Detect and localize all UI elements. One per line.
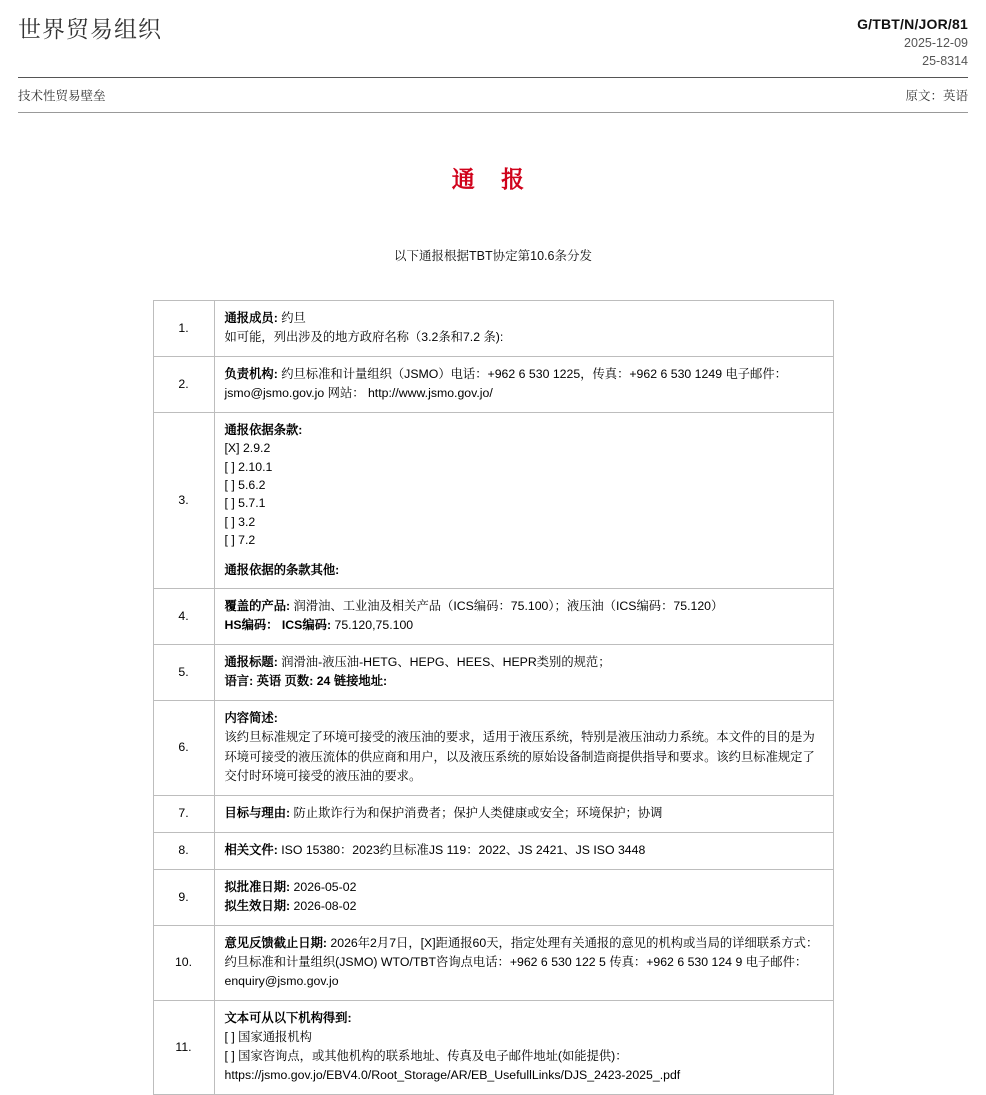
document-masthead <box>0 0 986 71</box>
row-number: 2. <box>153 356 214 412</box>
checkbox-option[interactable]: [ ] 5.7.1 <box>224 496 266 511</box>
document-symbol: G/TBT/N/JOR/81 <box>857 16 968 32</box>
original-language: 原文：英语 <box>905 88 968 103</box>
table-row <box>153 645 833 701</box>
row-line <box>225 1009 823 1028</box>
row-number: 6. <box>153 701 214 795</box>
header-divider-thin <box>18 112 968 113</box>
checkbox-option[interactable]: [ ] 2.10.1 <box>224 459 273 474</box>
row-line <box>225 878 823 897</box>
field-value: 2026年2月7日，[X]距通报60天，指定处理有关通报的意见的机构或当局的详细联系方式：约旦标准和计量组织(JSMO) WTO/TBT咨询点电话：+962 6 530 122 5 传真：+962 6 530 124 9 电子邮件：enquiry@jsmo.gov.jo <box>224 935 819 988</box>
row-content <box>214 356 833 412</box>
row-line <box>225 561 823 579</box>
field-label: 覆盖的产品: <box>224 599 291 614</box>
field-value: 约旦 <box>277 310 306 325</box>
notification-table-body <box>153 300 833 1095</box>
row-content <box>214 412 833 589</box>
row-line <box>225 421 823 439</box>
row-line <box>225 309 823 328</box>
row-number: 10. <box>153 925 214 1000</box>
checkbox-option[interactable]: [ ] 国家咨询点，或其他机构的联系地址、传真及电子邮件地址(如能提供)： <box>224 1049 628 1064</box>
field-value: 2026-08-02 <box>290 898 357 913</box>
row-content <box>214 869 833 925</box>
field-label: 拟生效日期: <box>224 898 291 913</box>
field-label: 负责机构: <box>224 366 278 381</box>
checkbox-option[interactable]: [ ] 国家通报机构 <box>224 1029 312 1044</box>
notification-table <box>153 300 834 1095</box>
row-number: 3. <box>153 412 214 589</box>
row-line <box>225 709 823 728</box>
row-line <box>225 653 823 672</box>
field-value: 防止欺诈行为和保护消费者；保护人类健康或安全；环境保护；协调 <box>290 805 663 820</box>
document-job-number: 25-8314 <box>922 54 968 69</box>
row-number: 4. <box>153 589 214 645</box>
checkbox-option[interactable]: [X] 2.9.2 <box>224 441 271 456</box>
field-label: 目标与理由: <box>224 805 291 820</box>
field-label: 意见反馈截止日期: <box>224 935 327 950</box>
field-value: ISO 15380：2023约旦标准JS 119：2022、JS 2421、JS ISO 3448 <box>277 842 646 857</box>
row-line <box>225 616 823 635</box>
row-content <box>214 795 833 832</box>
field-value: 润滑油、工业油及相关产品（ICS编码：75.100）；液压油（ICS编码：75.120） <box>290 599 724 614</box>
field-label: 通报依据的条款其他: <box>224 562 340 577</box>
row-line <box>225 597 823 616</box>
document-code-block <box>857 14 968 71</box>
row-number: 9. <box>153 869 214 925</box>
row-line <box>225 804 823 823</box>
row-number: 7. <box>153 795 214 832</box>
row-content <box>214 589 833 645</box>
field-label: 文本可从以下机构得到: <box>224 1010 352 1025</box>
field-label: HS编码： ICS编码: <box>224 618 332 633</box>
page-title: 通 报 <box>451 165 535 192</box>
field-label: 拟批准日期: <box>224 879 291 894</box>
row-content <box>214 832 833 869</box>
row-content <box>214 300 833 356</box>
table-row <box>153 300 833 356</box>
checkbox-option[interactable]: [ ] 3.2 <box>224 514 256 529</box>
distribution-note: 以下通报根据TBT协定第10.6条分发 <box>394 248 592 263</box>
wto-logo: 世界贸易组织 <box>18 16 162 42</box>
row-number: 1. <box>153 300 214 356</box>
table-row <box>153 589 833 645</box>
table-row <box>153 925 833 1000</box>
field-label: 相关文件: <box>224 842 278 857</box>
row-line <box>225 897 823 916</box>
table-row <box>153 356 833 412</box>
field-label: 通报成员: <box>224 310 278 325</box>
document-date: 2025-12-09 <box>904 36 968 51</box>
field-value: 该约旦标准规定了环境可接受的液压油的要求，适用于液压系统，特别是液压油动力系统。本文件的目的是为环境可接受的液压流体的供应商和用户，以及液压系统的原始设备制造商提供指导和要求。该约旦标准规定了交付时环境可接受的液压油的要求。 <box>224 730 815 783</box>
row-line <box>225 841 823 860</box>
row-number: 11. <box>153 1000 214 1094</box>
table-row <box>153 701 833 795</box>
document-subheader <box>0 78 986 112</box>
row-line <box>225 328 823 347</box>
table-row <box>153 795 833 832</box>
field-value: 润滑油-液压油-HETG、HEPG、HEES、HEPR类别的规范； <box>277 655 611 670</box>
row-line <box>225 672 823 691</box>
row-line <box>225 365 823 403</box>
row-number: 8. <box>153 832 214 869</box>
checkbox-option[interactable]: [ ] 7.2 <box>224 533 256 548</box>
table-row <box>153 412 833 589</box>
row-content <box>214 701 833 795</box>
table-row <box>153 1000 833 1094</box>
row-spacer <box>225 550 823 561</box>
row-line <box>225 934 823 991</box>
committee-name: 技术性贸易壁垒 <box>18 88 106 103</box>
field-label: 通报依据条款: <box>224 422 303 437</box>
field-label: 语言: 英语 页数: 24 链接地址: <box>224 674 388 689</box>
row-number: 5. <box>153 645 214 701</box>
row-content <box>214 645 833 701</box>
document-link[interactable]: https://jsmo.gov.jo/EBV4.0/Root_Storage/AR/EB_UsefullLinks/DJS_2423-2025_.pdf <box>224 1068 681 1083</box>
field-value: 如可能，列出涉及的地方政府名称（3.2条和7.2 条): <box>224 329 504 344</box>
checkbox-option[interactable]: [ ] 5.6.2 <box>224 478 266 493</box>
field-value: 75.120,75.100 <box>331 618 414 633</box>
row-content <box>214 1000 833 1094</box>
field-label: 通报标题: <box>224 655 278 670</box>
row-content <box>214 925 833 1000</box>
table-row <box>153 869 833 925</box>
field-value: 约旦标准和计量组织（JSMO）电话：+962 6 530 1225，传真：+962 6 530 1249 电子邮件：jsmo@jsmo.gov.jo 网站： http://www.jsmo.gov.jo/ <box>224 366 787 400</box>
field-label: 内容简述: <box>224 711 278 726</box>
table-row <box>153 832 833 869</box>
field-value: 2026-05-02 <box>290 879 357 894</box>
